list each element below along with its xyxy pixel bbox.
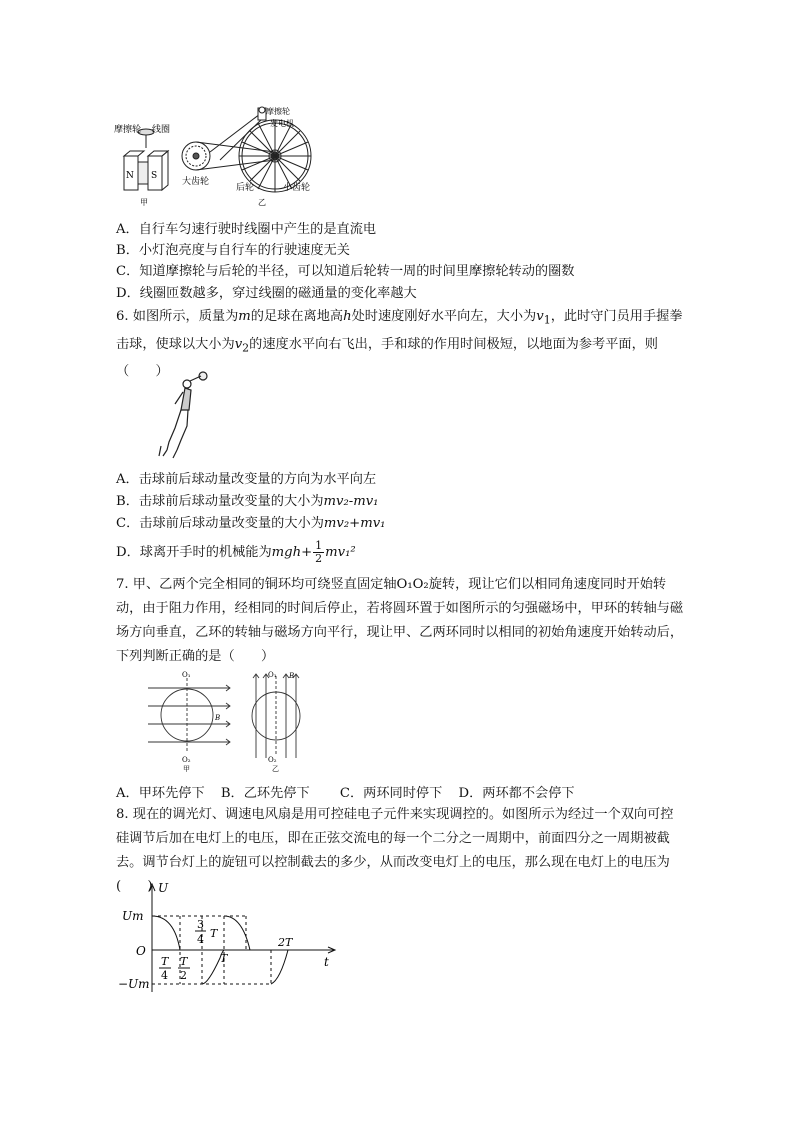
q7-option-b[interactable]: B．乙环先停下 <box>220 786 310 801</box>
tick-3-4-num: 3 <box>197 918 204 931</box>
jia-O2: O₂ <box>182 756 191 764</box>
bicycle-generator-figure <box>110 106 330 210</box>
label-small-gear: 小齿轮 <box>283 183 311 193</box>
tick-T2-den: 2 <box>180 969 187 982</box>
q8-stem: 8. 现在的调光灯、调速电风扇是用可控硅电子元件来实现调控的。如图所示为经过一个双向可控硅调节后加在电灯上的电压，即在正弦交流电的每一个二分之一周期中，前面四分之一周期被截去。调节台灯上的旋钮可以控制截去的多少，从而改变电灯上的电压，那么现在电灯上的电压为( ) <box>116 807 674 894</box>
tick-2T: 2T <box>278 936 293 949</box>
q6-option-b[interactable]: B．击球前后球动量改变量的大小为mv₂-mv₁ <box>116 494 379 509</box>
q6-option-d[interactable]: D．球离开手时的机械能为mgh+ $\frac{1}{2}$ mv₁² <box>116 539 356 565</box>
tick-3-4-den: 4 <box>197 933 204 946</box>
label-generator: 发电机 <box>270 119 294 128</box>
label-jia: 甲 <box>140 198 148 207</box>
axis-U-label: U <box>158 881 169 895</box>
origin-label: O <box>136 944 146 958</box>
label-big-gear: 大齿轮 <box>182 177 210 187</box>
q7-option-d[interactable]: D．两环都不会停下 <box>458 786 575 801</box>
q5-option-d[interactable]: D．线圈匝数越多，穿过线圈的磁通量的变化率越大 <box>116 286 417 301</box>
goalkeeper-figure <box>155 370 215 462</box>
copper-rings-figure <box>140 668 340 772</box>
jia-label: 甲 <box>183 765 190 772</box>
q6-stem: 6. 如图所示，质量为m的足球在离地高h处时速度刚好水平向左，大小为$v_1$，此时守门员用手握拳击球，使球以大小为$v_2$的速度水平向右飞出，手和球的作用时间极短，以地面为参考平面，则（ ） <box>116 309 683 380</box>
q7-option-a[interactable]: A．甲环先停下 <box>116 786 205 801</box>
tick-T2-num: T <box>180 955 188 968</box>
tick-T: T <box>220 952 228 965</box>
q5-option-c[interactable]: C．知道摩擦轮与后轮的半径，可以知道后轮转一周的时间里摩擦轮转动的圈数 <box>116 264 575 279</box>
q6-option-a[interactable]: A．击球前后球动量改变量的方向为水平向左 <box>116 472 377 487</box>
yi-label: 乙 <box>272 765 279 772</box>
label-S: S <box>151 171 158 181</box>
tick-T4-num: T <box>161 955 169 968</box>
jia-B: B <box>215 714 221 722</box>
label-rear-wheel: 后轮 <box>236 183 255 193</box>
neg-Um-label: −Um <box>118 977 150 991</box>
one-half-fraction: $\frac{1}{2}$ <box>315 539 323 565</box>
yi-O2: O₂ <box>268 756 277 764</box>
yi-O1: O₁ <box>268 671 277 679</box>
label-coil: 线圈 <box>152 125 171 135</box>
Um-label: Um <box>122 909 144 923</box>
label-friction-wheel: 摩擦轮 <box>114 125 142 135</box>
label-friction-wheel-2: 摩擦轮 <box>266 107 290 116</box>
yi-B: B <box>289 672 295 680</box>
q7-options <box>116 784 575 804</box>
jia-O1: O₁ <box>182 671 191 679</box>
q6-option-c[interactable]: C．击球前后球动量改变量的大小为mv₂+mv₁ <box>116 516 386 531</box>
q7-stem: 7. 甲、乙两个完全相同的铜环均可绕竖直固定轴O₁O₂旋转，现让它们以相同角速度同时开始转动，由于阻力作用，经相同的时间后停止，若将圆环置于如图所示的匀强磁场中，甲环的转轴与磁场方向垂直，乙环的转轴与磁场方向平行，现让甲、乙两环同时以相同的初始角速度开始转动后，下列判断正确的是（ ） <box>116 577 684 664</box>
label-N: N <box>126 171 134 181</box>
q5-option-a[interactable]: A．自行车匀速行驶时线圈中产生的是直流电 <box>116 222 377 237</box>
voltage-waveform-graph <box>116 880 346 998</box>
tick-3-4-T: T <box>210 927 218 940</box>
q7-option-c[interactable]: C．两环同时停下 <box>339 786 443 801</box>
axis-t-label: t <box>324 955 329 969</box>
q5-option-b[interactable]: B．小灯泡亮度与自行车的行驶速度无关 <box>116 243 350 258</box>
tick-T4-den: 4 <box>161 969 168 982</box>
label-yi: 乙 <box>258 198 266 207</box>
